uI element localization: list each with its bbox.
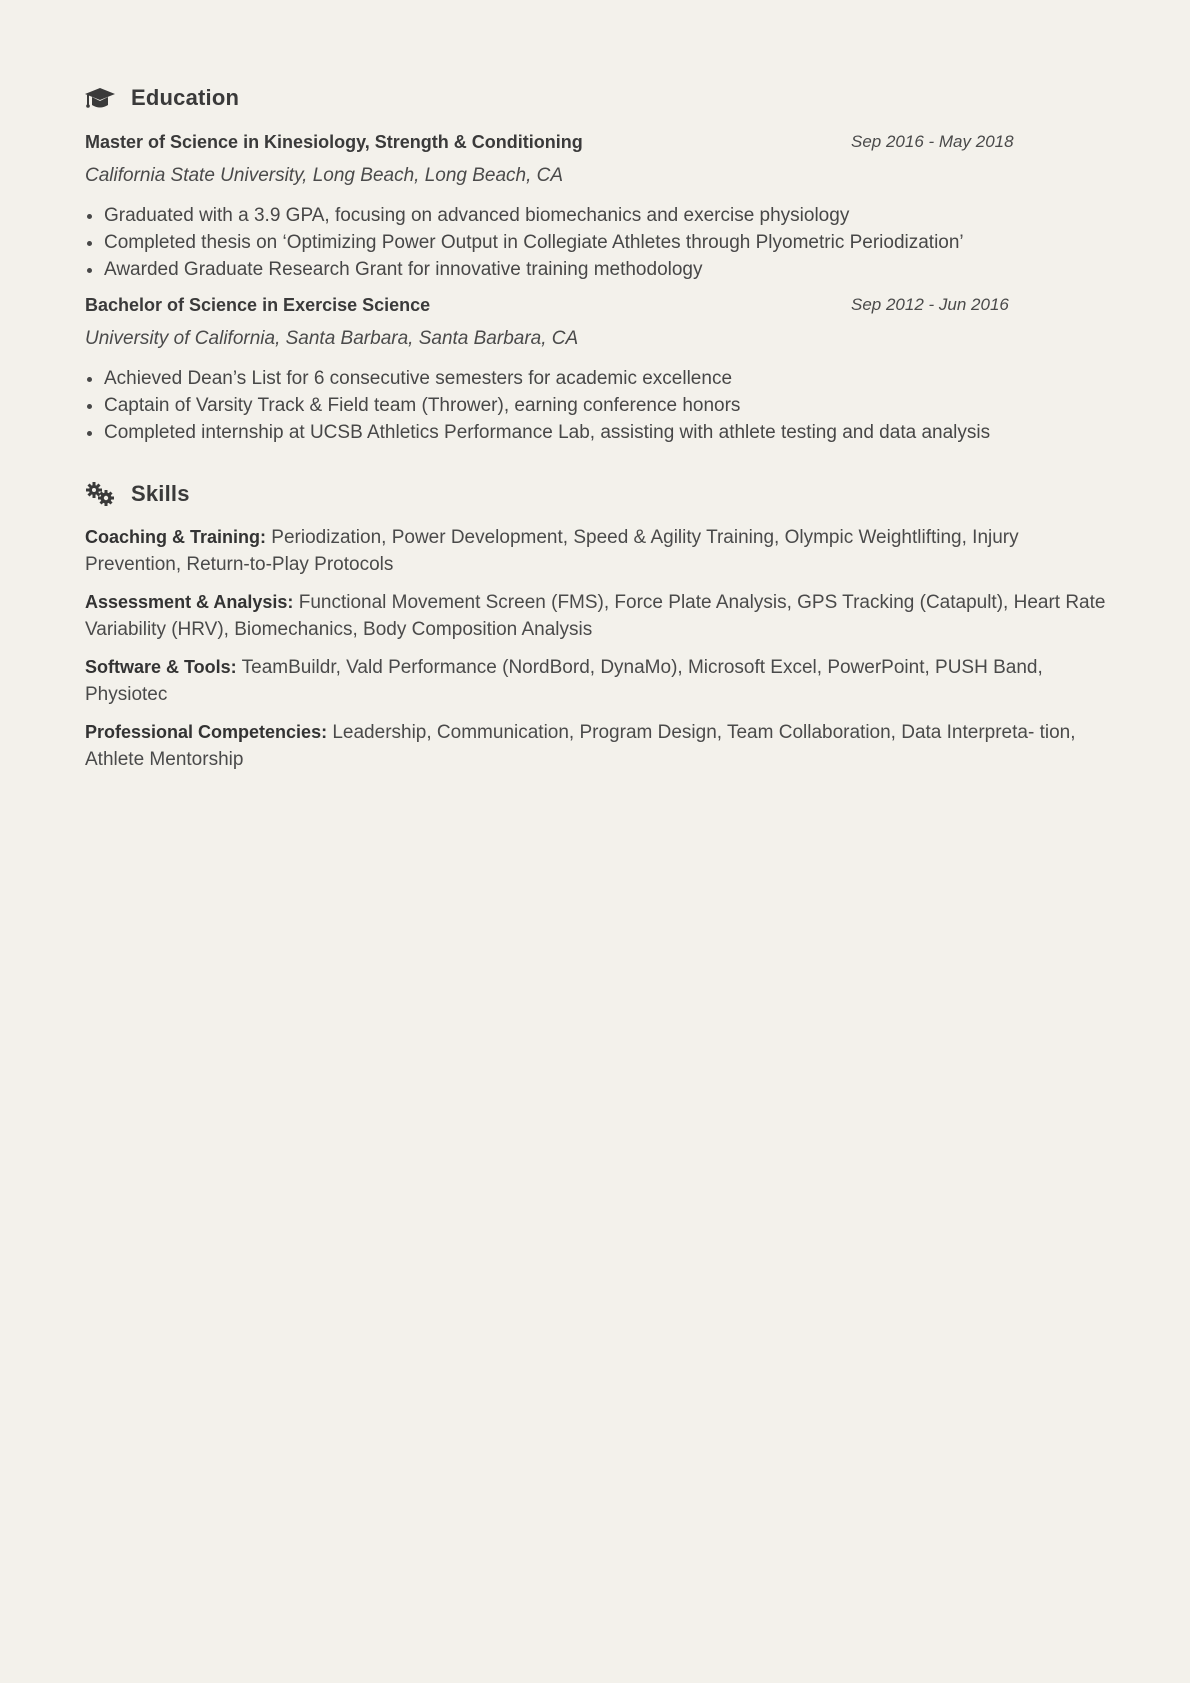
skills-header: [85, 474, 1110, 514]
graduation-cap-icon: [85, 84, 117, 112]
skill-value: TeamBuildr, Vald Performance (NordBord, DynaMo), Microsoft Excel, PowerPoint, PUSH Band, Physiotec: [85, 657, 1043, 705]
list-item: • Captain of Varsity Track & Field team (Thrower), earning conference honors: [104, 392, 1110, 419]
gears-icon: [85, 480, 117, 508]
skill-group: [85, 719, 1110, 773]
education-header: [85, 78, 1110, 118]
list-item: • Awarded Graduate Research Grant for innovative training methodology: [104, 256, 1110, 283]
skill-label: Assessment & Analysis:: [85, 592, 294, 612]
skill-value: Periodization, Power Development, Speed & Agility Training, Olympic Weightlifting, Injury Prevention, Return-to-Play Protocols: [85, 527, 1019, 575]
school-name: California State University, Long Beach, Long Beach, CA: [85, 165, 564, 186]
skill-label: Software & Tools:: [85, 657, 237, 677]
skill-group: [85, 589, 1110, 643]
date-range: Sep 2016 - May 2018: [851, 132, 1014, 151]
education-section: [85, 78, 1110, 446]
degree-title: Master of Science in Kinesiology, Strength & Conditioning: [85, 132, 583, 152]
school-name: University of California, Santa Barbara, Santa Barbara, CA: [85, 328, 579, 349]
skill-value: Leadership, Communication, Program Design, Team Collaboration, Data Interpreta- tion, Athlete Mentorship: [85, 722, 1076, 770]
skill-value: Functional Movement Screen (FMS), Force Plate Analysis, GPS Tracking (Catapult), Heart Rate Variability (HRV), Biomechanics, Body Composition Analysis: [85, 592, 1106, 640]
section-title: Skills: [131, 481, 190, 506]
skill-label: Coaching & Training:: [85, 527, 267, 547]
skills-section: [85, 474, 1110, 773]
date-range: Sep 2012 - Jun 2016: [851, 295, 1009, 314]
education-entry: [85, 128, 1110, 283]
skill-group: [85, 524, 1110, 578]
degree-title: Bachelor of Science in Exercise Science: [85, 295, 431, 315]
resume-page: [85, 78, 1110, 784]
skill-label: Professional Competencies:: [85, 722, 328, 742]
list-item: • Achieved Dean’s List for 6 consecutive semesters for academic excellence: [104, 365, 1110, 392]
skill-group: [85, 654, 1110, 708]
achievement-list: [85, 202, 1110, 283]
list-item: • Completed thesis on ‘Optimizing Power Output in Collegiate Athletes through Plyometric Periodization’: [104, 229, 1110, 256]
achievement-list: [85, 365, 1110, 446]
section-title: Education: [131, 85, 240, 110]
education-entry: [85, 291, 1110, 446]
list-item: • Completed internship at UCSB Athletics Performance Lab, assisting with athlete testing and data analysis: [104, 419, 1110, 446]
list-item: • Graduated with a 3.9 GPA, focusing on advanced biomechanics and exercise physiology: [104, 202, 1110, 229]
